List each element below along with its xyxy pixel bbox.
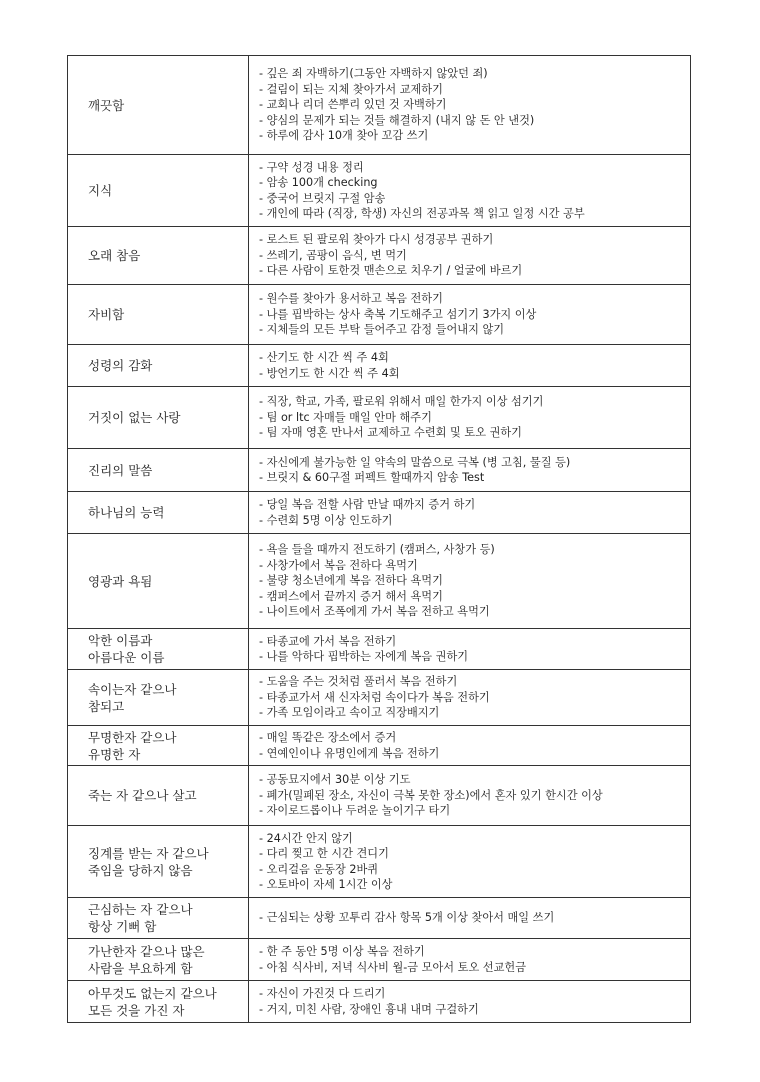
category-label: 자비함 bbox=[88, 307, 125, 322]
category-label: 성령의 감화 bbox=[88, 358, 153, 373]
table-row bbox=[68, 56, 691, 155]
category-label: 속이는자 같으나 bbox=[88, 681, 177, 697]
category-cell bbox=[68, 155, 249, 227]
table-row bbox=[68, 155, 691, 227]
category-label: 깨끗함 bbox=[88, 97, 125, 113]
items-cell bbox=[249, 534, 691, 629]
table-row bbox=[68, 227, 691, 285]
list-item: - 불량 청소년에게 복음 전하다 욕먹기 bbox=[259, 574, 443, 588]
list-item: - 사창가에서 복음 전하다 욕먹기 bbox=[259, 558, 418, 572]
list-item: - 하루에 감사 10개 찾아 꼬감 쓰기 bbox=[259, 129, 429, 143]
items-cell bbox=[249, 387, 691, 449]
list-item: - 자신이 가진것 다 드리기 bbox=[259, 987, 386, 1000]
category-cell bbox=[68, 492, 249, 534]
list-item: - 방언기도 한 시간 씩 주 4회 bbox=[259, 366, 400, 380]
list-item: - 도움을 주는 것처럼 풀러서 복음 전하기 bbox=[259, 675, 458, 689]
table-row bbox=[68, 629, 691, 670]
items-cell bbox=[249, 155, 691, 227]
list-item: - 다른 사람이 토한것 맨손으로 치우기 / 얼굴에 바르기 bbox=[259, 264, 523, 278]
category-cell bbox=[68, 629, 249, 670]
items-cell bbox=[249, 670, 691, 726]
items-cell bbox=[249, 227, 691, 285]
list-item: - 다리 찢고 한 시간 견디기 bbox=[259, 847, 389, 860]
table-row bbox=[68, 726, 691, 766]
list-item: - 걸림이 되는 지체 찾아가서 교제하기 bbox=[259, 82, 443, 96]
category-label: 유명한 자 bbox=[88, 746, 141, 762]
table-row bbox=[68, 826, 691, 898]
list-item: - 매일 똑같은 장소에서 증거 bbox=[259, 731, 397, 744]
items-cell bbox=[249, 449, 691, 492]
list-item: - 암송 100개 checking bbox=[259, 176, 378, 189]
category-label: 죽는 자 같으나 살고 bbox=[88, 788, 197, 803]
list-item: - 교회나 리더 쓴뿌리 있던 것 자백하기 bbox=[259, 98, 447, 112]
category-label: 오래 참음 bbox=[88, 248, 141, 263]
items-cell bbox=[249, 766, 691, 826]
items-cell bbox=[249, 345, 691, 387]
category-label: 아무것도 없는지 같으나 bbox=[88, 985, 217, 1001]
items-cell bbox=[249, 939, 691, 981]
category-cell bbox=[68, 898, 249, 939]
category-cell bbox=[68, 766, 249, 826]
items-cell bbox=[249, 726, 691, 766]
list-item: - 브릿지 & 60구절 퍼펙트 할때까지 암송 Test bbox=[259, 471, 485, 484]
category-cell bbox=[68, 939, 249, 981]
list-item: - 수련회 5명 이상 인도하기 bbox=[259, 513, 393, 527]
list-item: - 산기도 한 시간 씩 주 4회 bbox=[259, 351, 389, 364]
list-item: - 연예인이나 유명인에게 복음 전하기 bbox=[259, 746, 440, 760]
table-row bbox=[68, 449, 691, 492]
items-cell bbox=[249, 492, 691, 534]
category-label: 악한 이름과 bbox=[88, 633, 153, 648]
category-label: 사람을 부요하게 함 bbox=[88, 960, 193, 976]
category-label: 죽임을 당하지 않음 bbox=[88, 862, 193, 878]
list-item: - 깊은 죄 자백하기(그동안 자백하지 않았던 죄) bbox=[259, 67, 488, 81]
category-label: 하나님의 능력 bbox=[88, 505, 165, 520]
category-label: 무명한자 같으나 bbox=[88, 729, 177, 745]
category-label: 아름다운 이름 bbox=[88, 650, 165, 665]
list-item: - 자신에게 불가능한 일 약속의 말씀으로 극복 (병 고침, 물질 등) bbox=[259, 455, 571, 469]
table-row bbox=[68, 939, 691, 981]
list-item: - 근심되는 상황 꼬투리 감사 항목 5개 이상 찾아서 매일 쓰기 bbox=[259, 911, 555, 925]
list-item: - 폐가(밀폐된 장소, 자신이 극복 못한 장소)에서 혼자 있기 한시간 이상 bbox=[259, 788, 603, 802]
list-item: - 자이로드롭이나 두려운 놀이기구 타기 bbox=[259, 804, 451, 818]
items-cell bbox=[249, 898, 691, 939]
category-cell bbox=[68, 387, 249, 449]
items-cell bbox=[249, 285, 691, 345]
list-item: - 당일 복음 전할 사람 만날 때까지 증거 하기 bbox=[259, 498, 476, 511]
practice-table bbox=[67, 55, 691, 1023]
list-item: - 타종교에 가서 복음 전하기 bbox=[259, 634, 397, 648]
list-item: - 직장, 학교, 가족, 팔로워 위해서 매일 한가지 이상 섬기기 bbox=[259, 395, 544, 409]
list-item: - 팀 or ltc 자매들 매일 안마 해주기 bbox=[259, 410, 432, 424]
list-item: - 로스트 된 팔로워 찾아가 다시 성경공부 권하기 bbox=[259, 233, 494, 247]
list-item: - 양심의 문제가 되는 것들 해결하지 (내지 않 돈 안 낸것) bbox=[259, 113, 535, 127]
category-label: 영광과 욕됨 bbox=[88, 573, 153, 589]
category-cell bbox=[68, 56, 249, 155]
table-row bbox=[68, 766, 691, 826]
list-item: - 공동묘지에서 30분 이상 기도 bbox=[259, 773, 411, 787]
list-item: - 지체들의 모든 부탁 들어주고 감정 들어내지 않기 bbox=[259, 323, 505, 337]
items-cell bbox=[249, 629, 691, 670]
list-item: - 개인에 따라 (직장, 학생) 자신의 전공과목 책 읽고 일정 시간 공부 bbox=[259, 207, 585, 220]
list-item: - 나이트에서 조폭에게 가서 복음 전하고 욕먹기 bbox=[259, 605, 490, 619]
table-row bbox=[68, 285, 691, 345]
list-item: - 구약 성경 내용 정리 bbox=[259, 160, 364, 174]
category-cell bbox=[68, 345, 249, 387]
table-row bbox=[68, 981, 691, 1023]
list-item: - 욕을 들을 때까지 전도하기 (캠퍼스, 사창가 등) bbox=[259, 543, 495, 557]
list-item: - 캠퍼스에서 끝까지 증거 해서 욕먹기 bbox=[259, 589, 443, 603]
category-cell bbox=[68, 726, 249, 766]
list-item: - 쓰레기, 곰팡이 음식, 변 먹기 bbox=[259, 248, 407, 262]
table-row bbox=[68, 387, 691, 449]
table-row bbox=[68, 670, 691, 726]
table-row bbox=[68, 345, 691, 387]
list-item: - 가족 모임이라고 속이고 직장배지기 bbox=[259, 706, 440, 720]
category-cell bbox=[68, 285, 249, 345]
category-cell bbox=[68, 449, 249, 492]
items-cell bbox=[249, 56, 691, 155]
list-item: - 24시간 안지 않기 bbox=[259, 831, 353, 845]
list-item: - 팀 자매 영혼 만나서 교제하고 수련회 및 토오 권하기 bbox=[259, 426, 522, 440]
category-label: 항상 기뻐 함 bbox=[88, 919, 157, 934]
category-label: 근심하는 자 같으나 bbox=[88, 902, 193, 917]
list-item: - 중국어 브릿지 구절 암송 bbox=[259, 191, 386, 205]
category-cell bbox=[68, 534, 249, 629]
list-item: - 거지, 미친 사람, 장애인 흉내 내며 구걸하기 bbox=[259, 1002, 479, 1016]
category-label: 모든 것을 가진 자 bbox=[88, 1002, 185, 1018]
list-item: - 아침 식사비, 저녁 식사비 월-금 모아서 토오 선교헌금 bbox=[259, 960, 527, 974]
table-row bbox=[68, 534, 691, 629]
items-cell bbox=[249, 981, 691, 1023]
table-row bbox=[68, 898, 691, 939]
list-item: - 나를 악하다 핍박하는 자에게 복음 권하기 bbox=[259, 650, 469, 663]
list-item: - 오리걸음 운동장 2바퀴 bbox=[259, 862, 379, 876]
category-cell bbox=[68, 670, 249, 726]
list-item: - 나를 핍박하는 상사 축복 기도해주고 섬기기 3가지 이상 bbox=[259, 307, 537, 321]
category-label: 진리의 말씀 bbox=[88, 462, 153, 478]
list-item: - 원수를 찾아가 용서하고 복음 전하기 bbox=[259, 292, 443, 306]
category-cell bbox=[68, 981, 249, 1023]
list-item: - 타종교가서 새 신자처럼 속이다가 복음 전하기 bbox=[259, 690, 490, 704]
category-cell bbox=[68, 826, 249, 898]
items-cell bbox=[249, 826, 691, 898]
list-item: - 한 주 동안 5명 이상 복음 전하기 bbox=[259, 945, 425, 958]
list-item: - 오토바이 자세 1시간 이상 bbox=[259, 878, 393, 891]
category-label: 거짓이 없는 사랑 bbox=[88, 410, 181, 425]
category-label: 지식 bbox=[88, 183, 113, 198]
category-label: 참되고 bbox=[88, 698, 125, 714]
category-label: 징계를 받는 자 같으나 bbox=[88, 845, 209, 861]
category-cell bbox=[68, 227, 249, 285]
table-row bbox=[68, 492, 691, 534]
category-label: 가난한자 같으나 많은 bbox=[88, 943, 205, 959]
